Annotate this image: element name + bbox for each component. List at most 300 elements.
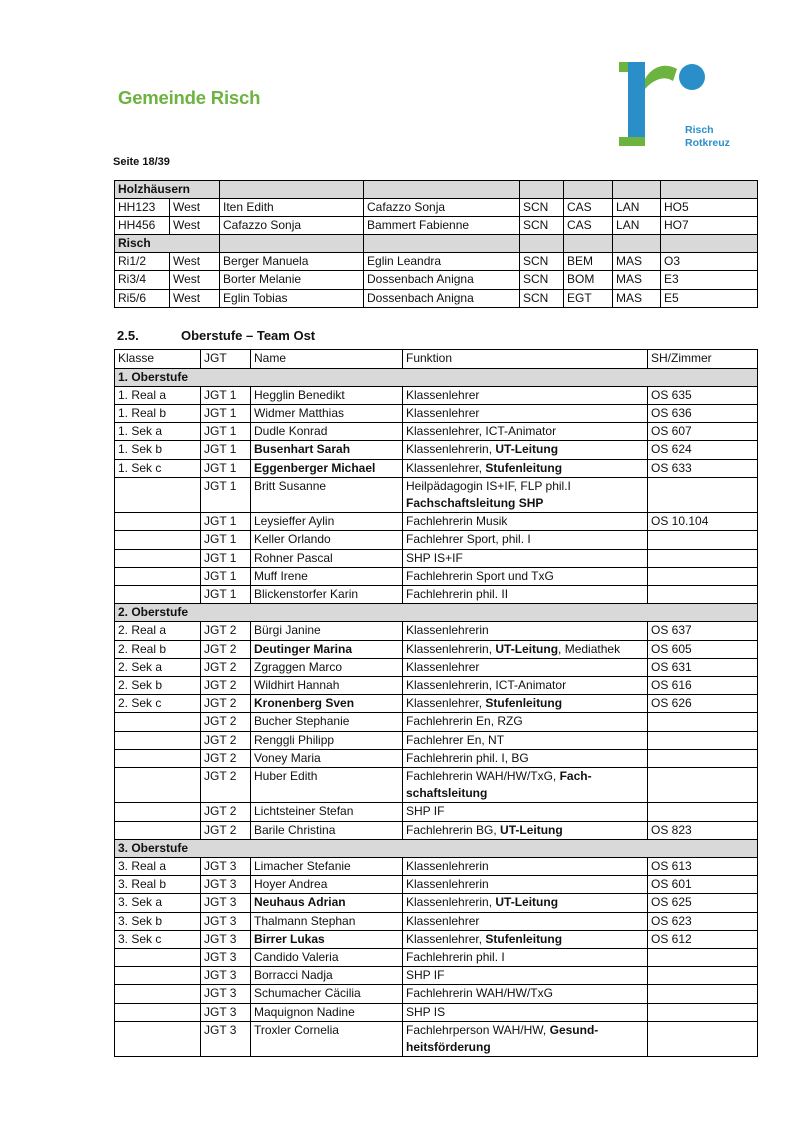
cell-zimmer: OS 616 [648, 676, 758, 694]
funktion-text: Fachlehrer En, NT [406, 732, 505, 747]
table-cell: SCN [520, 199, 564, 217]
table-cell: West [170, 217, 220, 235]
cell-name: Wildhirt Hannah [251, 676, 403, 694]
funktion-text: Klassenlehrerin, ICT-Animator [406, 677, 567, 692]
cell-name: Blickenstorfer Karin [251, 585, 403, 603]
cell-name: Lichtsteiner Stefan [251, 803, 403, 821]
cell-klasse: 1. Real a [115, 386, 201, 404]
cell-klasse: 3. Sek b [115, 912, 201, 930]
cell-funktion [403, 441, 648, 459]
cell-name: Rohner Pascal [251, 549, 403, 567]
cell-klasse [115, 985, 201, 1003]
table-cell: E5 [661, 289, 758, 307]
cell-jgt: JGT 2 [201, 767, 251, 802]
funktion-text: SHP IS+IF [406, 550, 463, 565]
cell-zimmer [648, 585, 758, 603]
cell-funktion [403, 949, 648, 967]
cell-klasse [115, 767, 201, 802]
table-row [115, 912, 758, 930]
cell-jgt: JGT 2 [201, 731, 251, 749]
funktion-text: Klassenlehrer [406, 405, 480, 420]
cell-jgt: JGT 2 [201, 640, 251, 658]
funktion-highlight: UT-Leitung [495, 442, 559, 457]
table-row [115, 1021, 758, 1056]
table-row [115, 676, 758, 694]
cell-zimmer: OS 613 [648, 857, 758, 875]
table-cell: Cafazzo Sonja [220, 217, 364, 235]
cell-funktion [403, 658, 648, 676]
table-row [115, 271, 758, 289]
cell-klasse [115, 749, 201, 767]
table-cell: Dossenbach Anigna [364, 271, 520, 289]
group-row [115, 181, 758, 199]
cell-funktion [403, 1003, 648, 1021]
cell-funktion [403, 894, 648, 912]
cell-zimmer: OS 631 [648, 658, 758, 676]
cell-klasse: 1. Sek a [115, 423, 201, 441]
cell-klasse: 2. Sek a [115, 658, 201, 676]
funktion-highlight: Fachschaftsleitung SHP [406, 495, 544, 510]
cell-name: Bucher Stephanie [251, 713, 403, 731]
table-row [115, 767, 758, 802]
cell-name: Britt Susanne [251, 477, 403, 512]
cell-zimmer: OS 605 [648, 640, 758, 658]
funktion-text: Klassenlehrer [406, 387, 480, 402]
table-cell: EGT [564, 289, 613, 307]
table-row [115, 253, 758, 271]
cell-zimmer [648, 567, 758, 585]
table-row [115, 640, 758, 658]
table-cell: Cafazzo Sonja [364, 199, 520, 217]
cell-funktion [403, 567, 648, 585]
cell-funktion [403, 386, 648, 404]
cell-funktion [403, 640, 648, 658]
table-row [115, 386, 758, 404]
cell-funktion [403, 967, 648, 985]
cell-jgt: JGT 2 [201, 803, 251, 821]
table-row [115, 1003, 758, 1021]
table-cell: Eglin Tobias [220, 289, 364, 307]
cell-zimmer: OS 626 [648, 695, 758, 713]
group-empty-cell [520, 181, 564, 199]
group-empty-cell [564, 235, 613, 253]
table-row [115, 876, 758, 894]
table-row [115, 531, 758, 549]
cell-funktion [403, 477, 648, 512]
cell-klasse [115, 949, 201, 967]
table-row [115, 821, 758, 839]
funktion-text: Klassenlehrer [406, 659, 480, 674]
table-row [115, 967, 758, 985]
table-row [115, 404, 758, 422]
table-row [115, 803, 758, 821]
table-row [115, 894, 758, 912]
funktion-text: Klassenlehrer [406, 913, 480, 928]
table-row [115, 749, 758, 767]
table-cell: West [170, 289, 220, 307]
funktion-suffix: , Mediathek [558, 641, 621, 656]
cell-klasse [115, 821, 201, 839]
funktion-text: Fachlehrerin phil. I, BG [406, 750, 529, 765]
table-cell: CAS [564, 217, 613, 235]
cell-klasse: 2. Sek b [115, 676, 201, 694]
cell-zimmer: OS 607 [648, 423, 758, 441]
cell-funktion [403, 531, 648, 549]
cell-jgt: JGT 1 [201, 585, 251, 603]
cell-funktion [403, 622, 648, 640]
group-empty-cell [520, 235, 564, 253]
table-row [115, 622, 758, 640]
cell-klasse: 2. Real a [115, 622, 201, 640]
funktion-text: Fachlehrerin phil. II [406, 586, 509, 601]
funktion-highlight: UT-Leitung [495, 641, 559, 656]
col-header-zimmer: SH/Zimmer [648, 350, 758, 369]
cell-name: Leysieffer Aylin [251, 513, 403, 531]
cell-name: Dudle Konrad [251, 423, 403, 441]
table-cell: LAN [613, 217, 661, 235]
table-cell: MAS [613, 253, 661, 271]
table-cell: HH123 [115, 199, 170, 217]
funktion-highlight: UT-Leitung [500, 822, 563, 837]
cell-zimmer: OS 637 [648, 622, 758, 640]
table-row [115, 658, 758, 676]
cell-name: Zgraggen Marco [251, 658, 403, 676]
cell-funktion [403, 912, 648, 930]
cell-jgt: JGT 1 [201, 441, 251, 459]
funktion-text: Klassenlehrer, ICT-Animator [406, 424, 557, 439]
cell-jgt: JGT 3 [201, 876, 251, 894]
cell-funktion [403, 930, 648, 948]
table-row [115, 949, 758, 967]
funktion-text: Fachlehrerin WAH/HW/TxG [406, 986, 553, 1001]
cell-zimmer [648, 803, 758, 821]
cell-funktion [403, 803, 648, 821]
col-header-jgt: JGT [201, 350, 251, 369]
cell-klasse [115, 1003, 201, 1021]
cell-zimmer [648, 731, 758, 749]
cell-jgt: JGT 2 [201, 713, 251, 731]
table-row [115, 731, 758, 749]
cell-zimmer: OS 612 [648, 930, 758, 948]
group-empty-cell [364, 181, 520, 199]
cell-jgt: JGT 3 [201, 894, 251, 912]
cell-name: Borracci Nadja [251, 967, 403, 985]
cell-name: Busenhart Sarah [251, 441, 403, 459]
funktion-text: Fachlehrerin Sport und TxG [406, 568, 554, 583]
page-number: Seite 18/39 [113, 156, 170, 168]
cell-name: Limacher Stefanie [251, 857, 403, 875]
cell-jgt: JGT 2 [201, 676, 251, 694]
table-cell: Ri3/4 [115, 271, 170, 289]
logo-line-1: Risch [685, 124, 714, 136]
funktion-text: Klassenlehrerin, [406, 641, 496, 656]
cell-klasse: 3. Sek c [115, 930, 201, 948]
funktion-text: Heilpädagogin IS+IF, FLP phil.I [406, 478, 571, 493]
table-row [115, 513, 758, 531]
table-cell: CAS [564, 199, 613, 217]
cell-jgt: JGT 3 [201, 1021, 251, 1056]
group-empty-cell [220, 235, 364, 253]
cell-jgt: JGT 1 [201, 423, 251, 441]
table-row [115, 289, 758, 307]
table-row [115, 199, 758, 217]
cell-jgt: JGT 2 [201, 622, 251, 640]
cell-klasse: 1. Sek c [115, 459, 201, 477]
cell-zimmer [648, 1021, 758, 1056]
table-row [115, 217, 758, 235]
group-empty-cell [364, 235, 520, 253]
cell-klasse [115, 967, 201, 985]
group-row [115, 604, 758, 622]
funktion-text: Klassenlehrer, [406, 931, 486, 946]
cell-zimmer [648, 549, 758, 567]
group-label: Risch [115, 235, 220, 253]
cell-klasse: 2. Sek c [115, 695, 201, 713]
table-cell: MAS [613, 271, 661, 289]
table-row [115, 459, 758, 477]
table-cell: HO7 [661, 217, 758, 235]
cell-zimmer [648, 949, 758, 967]
cell-funktion [403, 404, 648, 422]
logo-letter: r [615, 57, 616, 58]
cell-zimmer [648, 749, 758, 767]
cell-jgt: JGT 3 [201, 857, 251, 875]
table-cell: Eglin Leandra [364, 253, 520, 271]
cell-zimmer: OS 601 [648, 876, 758, 894]
funktion-highlight: UT-Leitung [495, 895, 559, 910]
cell-name: Troxler Cornelia [251, 1021, 403, 1056]
cell-name: Widmer Matthias [251, 404, 403, 422]
funktion-text: Klassenlehrerin [406, 623, 489, 638]
table-row [115, 930, 758, 948]
table-cell: HH456 [115, 217, 170, 235]
cell-zimmer: OS 635 [648, 386, 758, 404]
table-cell: Bammert Fabienne [364, 217, 520, 235]
table-cell: Ri1/2 [115, 253, 170, 271]
cell-jgt: JGT 1 [201, 404, 251, 422]
cell-funktion [403, 731, 648, 749]
section-heading [117, 328, 315, 343]
table-cell: Ri5/6 [115, 289, 170, 307]
cell-name: Renggli Philipp [251, 731, 403, 749]
group-empty-cell [613, 181, 661, 199]
cell-name: Maquignon Nadine [251, 1003, 403, 1021]
group-empty-cell [661, 235, 758, 253]
table-team-ost [114, 349, 758, 1057]
cell-name: Keller Orlando [251, 531, 403, 549]
cell-klasse [115, 567, 201, 585]
cell-name: Schumacher Cäcilia [251, 985, 403, 1003]
table-row [115, 549, 758, 567]
cell-zimmer: OS 823 [648, 821, 758, 839]
cell-funktion [403, 423, 648, 441]
cell-jgt: JGT 3 [201, 985, 251, 1003]
table-locations [114, 180, 758, 308]
table-row [115, 423, 758, 441]
cell-zimmer [648, 1003, 758, 1021]
group-label: 2. Oberstufe [115, 604, 758, 622]
cell-klasse: 3. Real a [115, 857, 201, 875]
table-cell: MAS [613, 289, 661, 307]
cell-funktion [403, 676, 648, 694]
cell-klasse [115, 531, 201, 549]
funktion-highlight: Fachschaftsleitung [406, 768, 592, 801]
cell-zimmer: OS 10.104 [648, 513, 758, 531]
table-cell: SCN [520, 289, 564, 307]
cell-name: Deutinger Marina [251, 640, 403, 658]
funktion-text: Fachlehrerin Musik [406, 514, 508, 529]
table-row [115, 713, 758, 731]
group-label: Holzhäusern [115, 181, 220, 199]
cell-funktion [403, 459, 648, 477]
table-row [115, 585, 758, 603]
cell-funktion [403, 767, 648, 802]
cell-funktion [403, 985, 648, 1003]
logo-wordmark [685, 124, 730, 149]
group-row [115, 235, 758, 253]
cell-funktion [403, 1021, 648, 1056]
cell-name: Candido Valeria [251, 949, 403, 967]
cell-name: Muff Irene [251, 567, 403, 585]
cell-zimmer: OS 633 [648, 459, 758, 477]
funktion-text: Fachlehrperson WAH/HW, [406, 1022, 550, 1037]
funktion-highlight: Stufenleitung [485, 696, 563, 711]
table-row [115, 441, 758, 459]
cell-zimmer: OS 624 [648, 441, 758, 459]
cell-funktion [403, 857, 648, 875]
table-row [115, 857, 758, 875]
funktion-text: Klassenlehrerin, [406, 895, 496, 910]
cell-jgt: JGT 3 [201, 949, 251, 967]
funktion-text: SHP IS [406, 1004, 446, 1019]
table-cell: Iten Edith [220, 199, 364, 217]
cell-name: Voney Maria [251, 749, 403, 767]
group-empty-cell [564, 181, 613, 199]
funktion-highlight: Gesundheitsförderung [406, 1022, 599, 1055]
cell-zimmer: OS 636 [648, 404, 758, 422]
funktion-text: Klassenlehrerin, [406, 442, 496, 457]
cell-name: Barile Christina [251, 821, 403, 839]
group-empty-cell [613, 235, 661, 253]
table-cell: West [170, 199, 220, 217]
cell-name: Kronenberg Sven [251, 695, 403, 713]
cell-klasse [115, 585, 201, 603]
cell-zimmer [648, 967, 758, 985]
col-header-klasse: Klasse [115, 350, 201, 369]
cell-jgt: JGT 2 [201, 658, 251, 676]
cell-name: Neuhaus Adrian [251, 894, 403, 912]
funktion-text: Fachlehrerin En, RZG [406, 714, 523, 729]
cell-klasse: 1. Real b [115, 404, 201, 422]
cell-jgt: JGT 3 [201, 1003, 251, 1021]
cell-name: Eggenberger Michael [251, 459, 403, 477]
table-row [115, 985, 758, 1003]
group-empty-cell [661, 181, 758, 199]
cell-zimmer [648, 767, 758, 802]
cell-jgt: JGT 1 [201, 549, 251, 567]
table-header-row [115, 350, 758, 369]
col-header-name: Name [251, 350, 403, 369]
cell-name: Hoyer Andrea [251, 876, 403, 894]
table-cell: Borter Melanie [220, 271, 364, 289]
cell-jgt: JGT 3 [201, 967, 251, 985]
cell-klasse [115, 1021, 201, 1056]
table-row [115, 695, 758, 713]
table-cell: O3 [661, 253, 758, 271]
cell-jgt: JGT 2 [201, 749, 251, 767]
table-cell: West [170, 271, 220, 289]
cell-funktion [403, 695, 648, 713]
cell-klasse [115, 731, 201, 749]
cell-name: Hegglin Benedikt [251, 386, 403, 404]
cell-name: Bürgi Janine [251, 622, 403, 640]
cell-funktion [403, 513, 648, 531]
cell-klasse: 1. Sek b [115, 441, 201, 459]
table-cell: BOM [564, 271, 613, 289]
table-cell: SCN [520, 217, 564, 235]
cell-jgt: JGT 1 [201, 567, 251, 585]
section-number: 2.5. [117, 328, 139, 343]
cell-klasse [115, 477, 201, 512]
funktion-text: Klassenlehrer, [406, 460, 486, 475]
group-empty-cell [220, 181, 364, 199]
table-cell: E3 [661, 271, 758, 289]
cell-jgt: JGT 1 [201, 477, 251, 512]
table-cell: HO5 [661, 199, 758, 217]
funktion-text: Fachlehrerin WAH/HW/TxG, [406, 768, 560, 783]
table-cell: Dossenbach Anigna [364, 289, 520, 307]
funktion-text: Klassenlehrer, [406, 696, 486, 711]
funktion-highlight: Stufenleitung [485, 460, 563, 475]
cell-jgt: JGT 1 [201, 513, 251, 531]
funktion-text: SHP IF [406, 804, 445, 819]
funktion-text: SHP IF [406, 968, 445, 983]
cell-klasse [115, 803, 201, 821]
group-row [115, 368, 758, 386]
cell-klasse: 2. Real b [115, 640, 201, 658]
table-row [115, 477, 758, 512]
cell-jgt: JGT 1 [201, 386, 251, 404]
cell-name: Thalmann Stephan [251, 912, 403, 930]
table-cell: BEM [564, 253, 613, 271]
table-cell: LAN [613, 199, 661, 217]
group-label: 3. Oberstufe [115, 839, 758, 857]
logo-line-2: Rotkreuz [685, 136, 730, 149]
cell-funktion [403, 821, 648, 839]
funktion-text: Fachlehrer Sport, phil. I [406, 532, 531, 547]
cell-jgt: JGT 2 [201, 821, 251, 839]
group-label: 1. Oberstufe [115, 368, 758, 386]
cell-jgt: JGT 1 [201, 459, 251, 477]
cell-jgt: JGT 2 [201, 695, 251, 713]
cell-zimmer [648, 713, 758, 731]
cell-zimmer: OS 625 [648, 894, 758, 912]
table-cell: West [170, 253, 220, 271]
cell-klasse [115, 549, 201, 567]
cell-zimmer: OS 623 [648, 912, 758, 930]
table-cell: SCN [520, 271, 564, 289]
funktion-highlight: Stufenleitung [485, 931, 563, 946]
cell-klasse: 3. Sek a [115, 894, 201, 912]
cell-funktion [403, 749, 648, 767]
cell-zimmer [648, 531, 758, 549]
cell-jgt: JGT 3 [201, 912, 251, 930]
cell-klasse [115, 513, 201, 531]
cell-funktion [403, 713, 648, 731]
table-cell: Berger Manuela [220, 253, 364, 271]
cell-jgt: JGT 3 [201, 930, 251, 948]
table-row [115, 567, 758, 585]
